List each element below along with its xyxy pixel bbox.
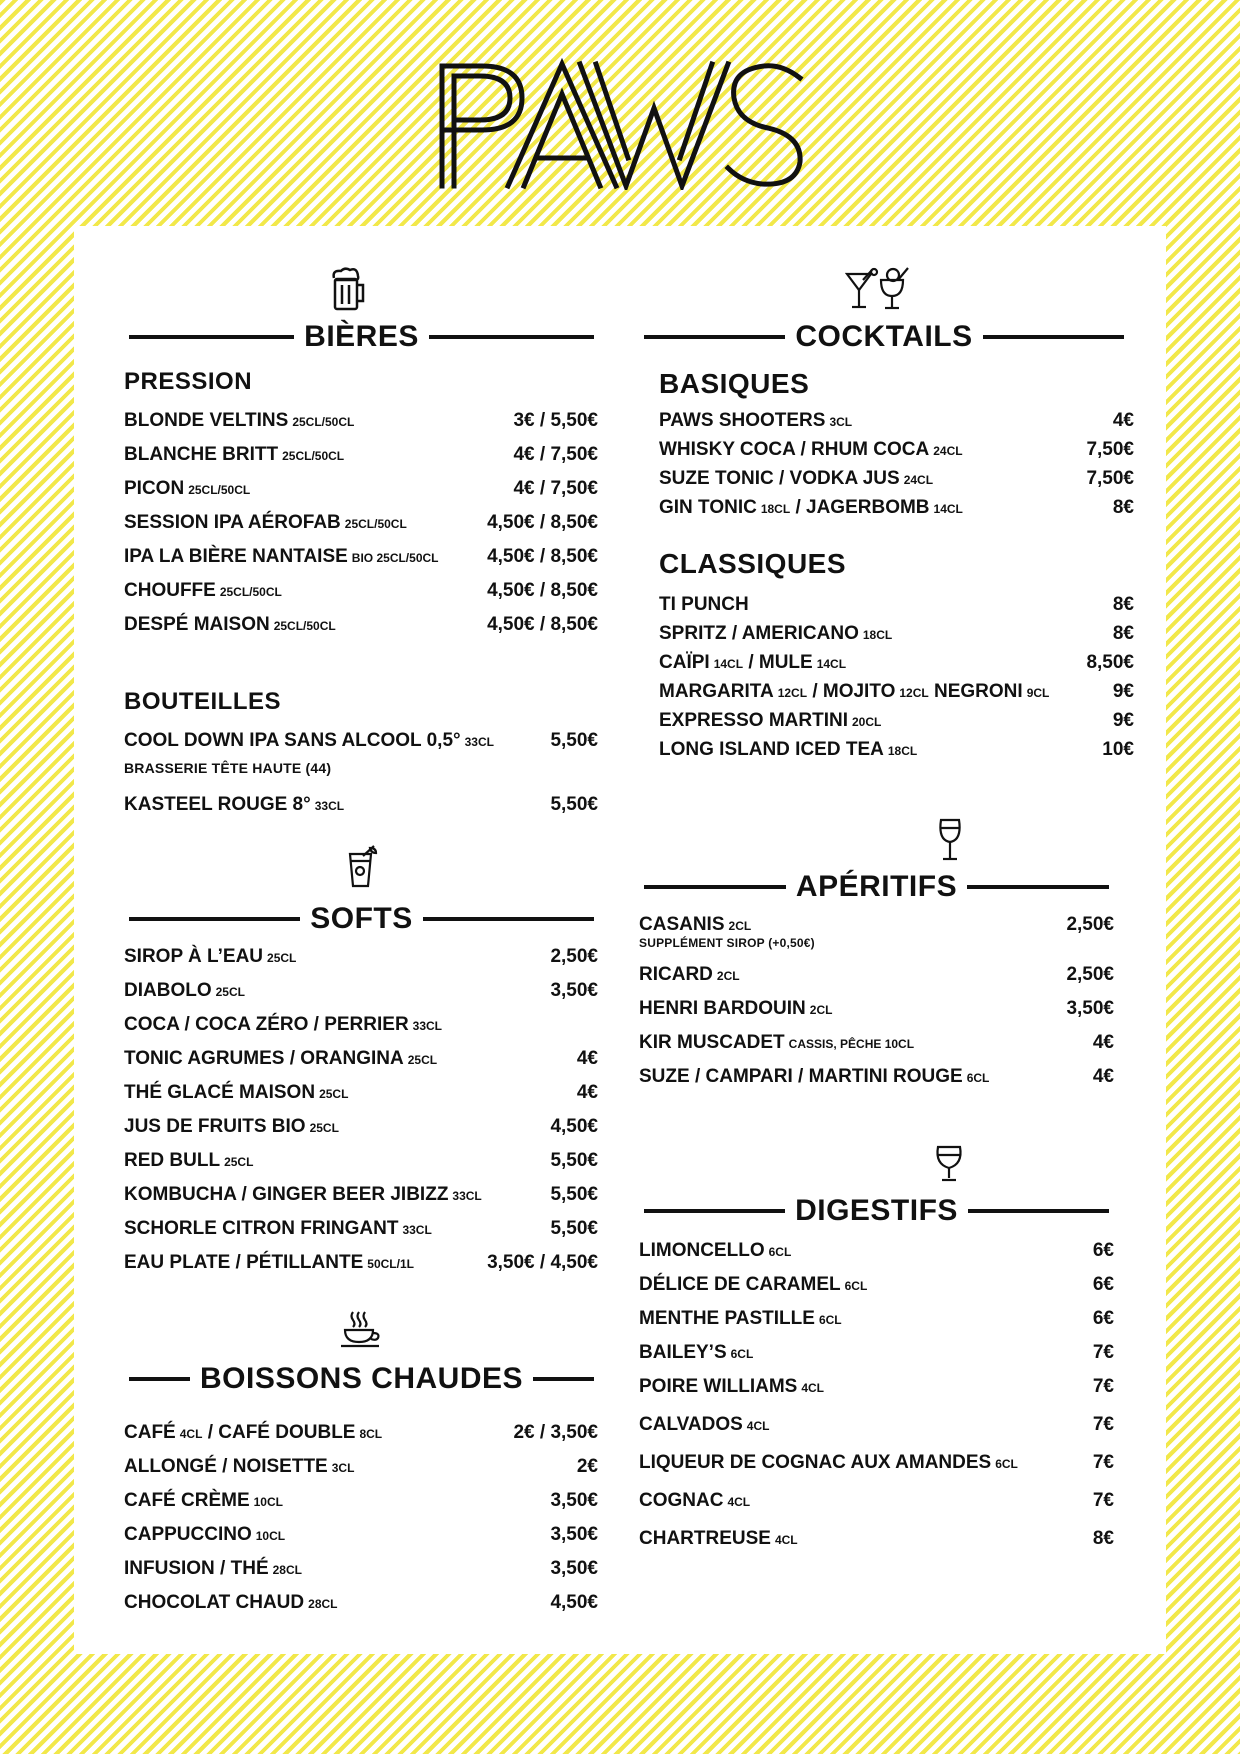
menu-item [659,710,1134,739]
soft-drink-glass-icon [346,844,378,888]
item-name: COGNAC [639,1490,724,1511]
menu-item [639,1490,1114,1528]
item-name-wrap [639,1452,1018,1474]
item-name-wrap [124,478,250,500]
item-price: 4€ [1092,1066,1114,1087]
wine-glass-icon [937,818,963,862]
item-name-wrap [659,710,881,732]
item-name-wrap [639,914,751,936]
menu-item [639,1376,1114,1414]
item-name-wrap [124,794,344,816]
item-volume: 3CL [829,415,853,429]
subsection-title-classiques: CLASSIQUES [659,548,847,579]
menu-item [124,546,598,580]
header-rule [644,335,785,339]
menu-item [639,1342,1114,1376]
menu-item [124,1082,598,1116]
item-name: SUZE TONIC / VODKA JUS [659,468,900,489]
item-volume: 25CL/50CL [282,449,345,463]
section-header-aperitifs [644,870,1109,904]
item-volume: 2CL [728,919,752,933]
item-volume: 6CL [730,1347,754,1361]
menu-item [659,739,1134,768]
item-volume: 25CL/50CL [292,415,355,429]
item-volume: 6CL [995,1457,1018,1471]
item-name: BLANCHE BRITT [124,444,279,465]
item-name-wrap [124,1490,283,1512]
menu-item [124,1524,598,1558]
item-volume: 4CL [179,1427,203,1441]
item-name-wrap [124,1524,285,1546]
item-price: 5,50€ [550,1218,598,1239]
item-name: JUS DE FRUITS BIO [124,1116,306,1137]
menu-item [639,964,1114,998]
item-name-wrap [639,1066,989,1088]
item-name-2: / MOJITO [812,681,896,702]
syrup-supplement-note: SUPPLÉMENT SIROP (+0,50€) [639,936,815,950]
item-volume: 18CL [760,502,791,516]
section-title-digestifs: DIGESTIFS [795,1194,958,1227]
section-title-boissons-chaudes: BOISSONS CHAUDES [199,1362,524,1395]
item-name-2: / CAFÉ DOUBLE [207,1422,356,1443]
menu-item [124,1490,598,1524]
item-price: 3,50€ [550,1490,598,1511]
item-price: 8€ [1092,1528,1114,1549]
item-name-wrap [124,1558,302,1580]
item-name: LONG ISLAND ICED TEA [659,739,884,760]
item-volume: 6CL [844,1279,868,1293]
item-name: COOL DOWN IPA SANS ALCOOL 0,5° [124,730,461,751]
item-name-wrap [659,497,963,519]
item-name: BAILEY’S [639,1342,727,1363]
item-volume: 25CL [267,951,297,965]
item-name-wrap [124,980,245,1002]
item-name: MARGARITA [659,681,774,702]
header-rule [968,1209,1109,1213]
item-name: INFUSION / THÉ [124,1558,269,1579]
aperitifs-list [639,914,1114,1100]
item-volume: 10CL [255,1529,286,1543]
item-price: 6€ [1092,1240,1114,1261]
section-title-aperitifs: APÉRITIFS [795,870,958,903]
item-volume: 4CL [746,1419,770,1433]
item-name: LIMONCELLO [639,1240,765,1261]
item-price: 4,50€ / 8,50€ [487,512,598,533]
menu-item [124,794,598,828]
item-volume-2: 8CL [359,1427,383,1441]
item-volume: 6CL [768,1245,792,1259]
item-volume: BIO 25CL/50CL [351,551,439,565]
item-price: 8€ [1112,497,1134,518]
menu-item [639,1528,1114,1566]
item-name-wrap [124,946,296,968]
menu-item [124,1218,598,1252]
item-price: 4€ / 7,50€ [513,478,598,499]
menu-item [639,914,1114,936]
item-volume-2: 12CL [899,686,929,700]
item-price: 4,50€ [550,1592,598,1613]
item-name-wrap [659,410,852,432]
item-name: DESPÉ MAISON [124,614,270,635]
classiques-list [659,594,1134,768]
item-name: CHOUFFE [124,580,216,601]
item-name-2: / JAGERBOMB [795,497,930,518]
header-rule [644,885,786,889]
menu-item [659,681,1134,710]
section-header-boissons-chaudes [129,1362,594,1396]
menu-item [124,980,598,1014]
item-name: THÉ GLACÉ MAISON [124,1082,316,1103]
menu-item [124,444,598,478]
item-volume: 2CL [809,1003,833,1017]
item-name: KIR MUSCADET [639,1032,785,1053]
subsection-title-bouteilles: BOUTEILLES [124,688,282,715]
menu-panel [74,226,1166,1654]
menu-item [659,623,1134,652]
item-price: 3,50€ [1066,998,1114,1019]
item-name-wrap [639,1490,750,1512]
menu-item [124,1184,598,1218]
item-price: 3,50€ [550,1558,598,1579]
item-name-wrap [659,468,933,490]
header-rule [429,335,594,339]
item-volume: 20CL [851,715,882,729]
menu-item [659,652,1134,681]
item-volume: 6CL [818,1313,842,1327]
item-name-wrap [639,1342,753,1364]
item-name: DIABOLO [124,980,212,1001]
item-price: 7€ [1092,1342,1114,1363]
item-name-wrap [659,439,963,461]
item-price: 5,50€ [550,794,598,815]
item-name-wrap [639,1240,791,1262]
item-volume: 10CL [253,1495,283,1509]
item-name-wrap [639,1274,867,1296]
item-name-wrap [639,998,832,1020]
item-price: 4,50€ / 8,50€ [487,614,598,635]
item-name: MENTHE PASTILLE [639,1308,815,1329]
menu-item [124,478,598,512]
item-name: RED BULL [124,1150,221,1171]
item-price: 2,50€ [550,946,598,967]
menu-item [659,439,1134,468]
item-name: GIN TONIC [659,497,757,518]
item-volume: 25CL [407,1053,438,1067]
basiques-list [659,410,1134,526]
menu-item [639,1274,1114,1308]
item-volume: 33CL [314,799,345,813]
item-volume: 28CL [272,1563,302,1577]
menu-item [124,614,598,648]
item-name-wrap [124,444,344,466]
item-name: BLONDE VELTINS [124,410,289,431]
item-volume: 24CL [903,473,934,487]
item-volume-3: 9CL [1026,686,1050,700]
item-name-wrap [124,546,439,568]
item-price: 6€ [1092,1308,1114,1329]
item-name-wrap [124,1014,442,1036]
item-price: 5,50€ [550,1150,598,1171]
header-rule [983,335,1124,339]
bouteilles-list [124,730,598,828]
item-name-wrap [124,1082,348,1104]
menu-item [639,1452,1114,1490]
item-name-wrap [639,1528,798,1550]
item-name: CALVADOS [639,1414,743,1435]
item-price: 7€ [1092,1490,1114,1511]
item-name: CAPPUCCINO [124,1524,252,1545]
item-name: IPA LA BIÈRE NANTAISE [124,546,348,567]
beer-mug-icon [329,266,369,312]
item-name: SUZE / CAMPARI / MARTINI ROUGE [639,1066,963,1087]
header-rule [129,917,300,921]
item-volume: 33CL [412,1019,443,1033]
item-price: 4€ [576,1048,598,1069]
item-name-wrap [124,1218,432,1240]
softs-list [124,946,598,1286]
coffee-cup-icon [338,1310,384,1350]
header-rule [644,1209,785,1213]
item-name-wrap [124,1252,414,1274]
header-rule [533,1377,594,1381]
menu-item [124,512,598,546]
item-volume: 6CL [966,1071,990,1085]
item-price: 9€ [1112,681,1134,702]
item-name-wrap [659,594,749,616]
item-price: 8€ [1112,623,1134,644]
menu-item [639,998,1114,1032]
item-price: 8,50€ [1086,652,1134,673]
menu-item [124,580,598,614]
item-volume: 25CL [224,1155,254,1169]
item-price: 3€ / 5,50€ [513,410,598,431]
item-name: CAÏPI [659,652,710,673]
item-price: 10€ [1102,739,1134,760]
section-header-softs [129,902,594,936]
item-price: 3,50€ [550,980,598,1001]
item-volume: 2CL [716,969,740,983]
item-name: LIQUEUR DE COGNAC AUX AMANDES [639,1452,992,1473]
menu-item [124,1422,598,1456]
item-name: POIRE WILLIAMS [639,1376,798,1397]
item-name-wrap [124,1048,437,1070]
item-volume: 28CL [308,1597,338,1611]
item-volume: 25CL [215,985,245,999]
item-price: 4€ [576,1082,598,1103]
menu-item [124,1116,598,1150]
item-volume: 33CL [402,1223,432,1237]
item-price: 7,50€ [1086,439,1134,460]
menu-item [659,497,1134,526]
item-volume: 33CL [452,1189,482,1203]
header-rule [129,1377,190,1381]
item-volume: 25CL/50CL [219,585,282,599]
item-price: 4€ [1092,1032,1114,1053]
item-price: 2,50€ [1066,964,1114,985]
item-price: 9€ [1112,710,1134,731]
subsection-title-pression: PRESSION [124,368,253,395]
item-volume-2: 14CL [816,657,847,671]
item-name-wrap [659,652,846,674]
item-price: 4€ / 7,50€ [513,444,598,465]
item-name-wrap [639,1032,914,1054]
item-price: 4,50€ [550,1116,598,1137]
item-name-wrap [124,1184,482,1206]
item-name-wrap [639,964,740,986]
item-price: 4,50€ / 8,50€ [487,580,598,601]
item-volume: 33CL [464,735,494,749]
item-name-wrap [659,681,1049,703]
item-name: SESSION IPA AÉROFAB [124,512,341,533]
item-volume: 4CL [801,1381,824,1395]
item-name-wrap [124,512,407,534]
item-name-wrap [124,1116,339,1138]
menu-item [124,1048,598,1082]
menu-item [639,1414,1114,1452]
menu-item [124,410,598,444]
item-name-wrap [124,1150,253,1172]
item-price: 7,50€ [1086,468,1134,489]
item-volume: 50CL/1L [367,1257,414,1271]
item-volume: 18CL [887,744,918,758]
digestifs-list [639,1240,1114,1566]
item-name-wrap [639,1414,769,1436]
menu-item [124,1014,598,1048]
item-name: RICARD [639,964,713,985]
item-price: 3,50€ [550,1524,598,1545]
item-name-wrap [659,623,892,645]
menu-item [124,1558,598,1592]
menu-item [124,1456,598,1490]
item-price: 3,50€ / 4,50€ [487,1252,598,1273]
menu-item [659,594,1134,623]
paws-logo [430,58,810,190]
item-name: TONIC AGRUMES / ORANGINA [124,1048,404,1069]
item-volume: 3CL [331,1461,355,1475]
item-volume: 25CL [319,1087,349,1101]
item-price: 2,50€ [1066,914,1114,935]
item-price: 5,50€ [550,1184,598,1205]
item-name: EAU PLATE / PÉTILLANTE [124,1252,364,1273]
menu-item [659,468,1134,497]
item-name-wrap [124,1592,337,1614]
item-volume: 4CL [774,1533,798,1547]
item-name: KASTEEL ROUGE 8° [124,794,311,815]
item-name: DÉLICE DE CARAMEL [639,1274,841,1295]
header-rule [423,917,594,921]
item-name-wrap [639,1308,842,1330]
item-name: WHISKY COCA / RHUM COCA [659,439,930,460]
item-name: CAFÉ [124,1422,176,1443]
item-volume: 12CL [777,686,808,700]
item-price: 7€ [1092,1376,1114,1397]
item-price: 2€ / 3,50€ [513,1422,598,1443]
item-name-wrap [124,614,336,636]
item-volume-2: 14CL [933,502,963,516]
item-price: 2€ [576,1456,598,1477]
section-title-cocktails: COCKTAILS [795,320,973,353]
item-price: 6€ [1092,1274,1114,1295]
menu-item [124,1252,598,1286]
item-price: 8€ [1112,594,1134,615]
section-title-softs: SOFTS [310,902,413,935]
item-name: PICON [124,478,185,499]
item-volume: 25CL [309,1121,339,1135]
menu-item [124,1592,598,1626]
item-name: KOMBUCHA / GINGER BEER JIBIZZ [124,1184,449,1205]
section-header-bieres [129,320,594,354]
header-rule [129,335,294,339]
item-name: CAFÉ CRÈME [124,1490,250,1511]
item-name: SCHORLE CITRON FRINGANT [124,1218,399,1239]
item-price: 7€ [1092,1414,1114,1435]
item-volume: 14CL [713,657,744,671]
digestif-glass-icon [933,1144,965,1184]
item-volume: 24CL [933,444,963,458]
item-name-wrap [659,739,917,761]
item-name: EXPRESSO MARTINI [659,710,848,731]
item-volume: 18CL [862,628,893,642]
item-name: CHARTREUSE [639,1528,771,1549]
section-header-digestifs [644,1194,1109,1228]
item-name-3: NEGRONI [934,681,1023,702]
item-name: SPRITZ / AMERICANO [659,623,859,644]
brewery-note: BRASSERIE TÊTE HAUTE (44) [124,760,332,776]
item-name-wrap [639,1376,824,1398]
item-price: 5,50€ [550,730,598,751]
item-name-wrap [124,730,494,752]
menu-item [639,1032,1114,1066]
item-price: 4,50€ / 8,50€ [487,546,598,567]
item-name-2: / MULE [748,652,813,673]
item-name: SIROP À L’EAU [124,946,264,967]
item-price: 4€ [1112,410,1134,431]
subsection-title-basiques: BASIQUES [659,368,810,399]
item-price: 7€ [1092,1452,1114,1473]
item-name: PAWS SHOOTERS [659,410,826,431]
item-name: HENRI BARDOUIN [639,998,806,1019]
menu-item [124,1150,598,1184]
menu-item [124,730,598,758]
menu-item [639,1066,1114,1100]
pression-list [124,410,598,648]
menu-item [124,946,598,980]
item-volume: CASSIS, PÊCHE 10CL [788,1037,915,1051]
item-name: CASANIS [639,914,725,935]
menu-item [659,410,1134,439]
item-name: COCA / COCA ZÉRO / PERRIER [124,1014,409,1035]
header-rule [967,885,1109,889]
item-name-wrap [124,410,354,432]
menu-item [639,1308,1114,1342]
item-name: CHOCOLAT CHAUD [124,1592,305,1613]
item-name-wrap [124,580,282,602]
item-name: ALLONGÉ / NOISETTE [124,1456,328,1477]
cocktail-glasses-icon [845,266,911,312]
item-name: TI PUNCH [659,594,749,615]
boissons-chaudes-list [124,1422,598,1626]
section-header-cocktails [644,320,1124,354]
item-volume: 25CL/50CL [344,517,407,531]
item-volume: 4CL [727,1495,751,1509]
section-title-bieres: BIÈRES [304,320,419,353]
item-volume: 25CL/50CL [188,483,251,497]
item-name-wrap [124,1422,382,1444]
item-name-wrap [124,1456,354,1478]
item-volume: 25CL/50CL [273,619,336,633]
menu-item [639,1240,1114,1274]
